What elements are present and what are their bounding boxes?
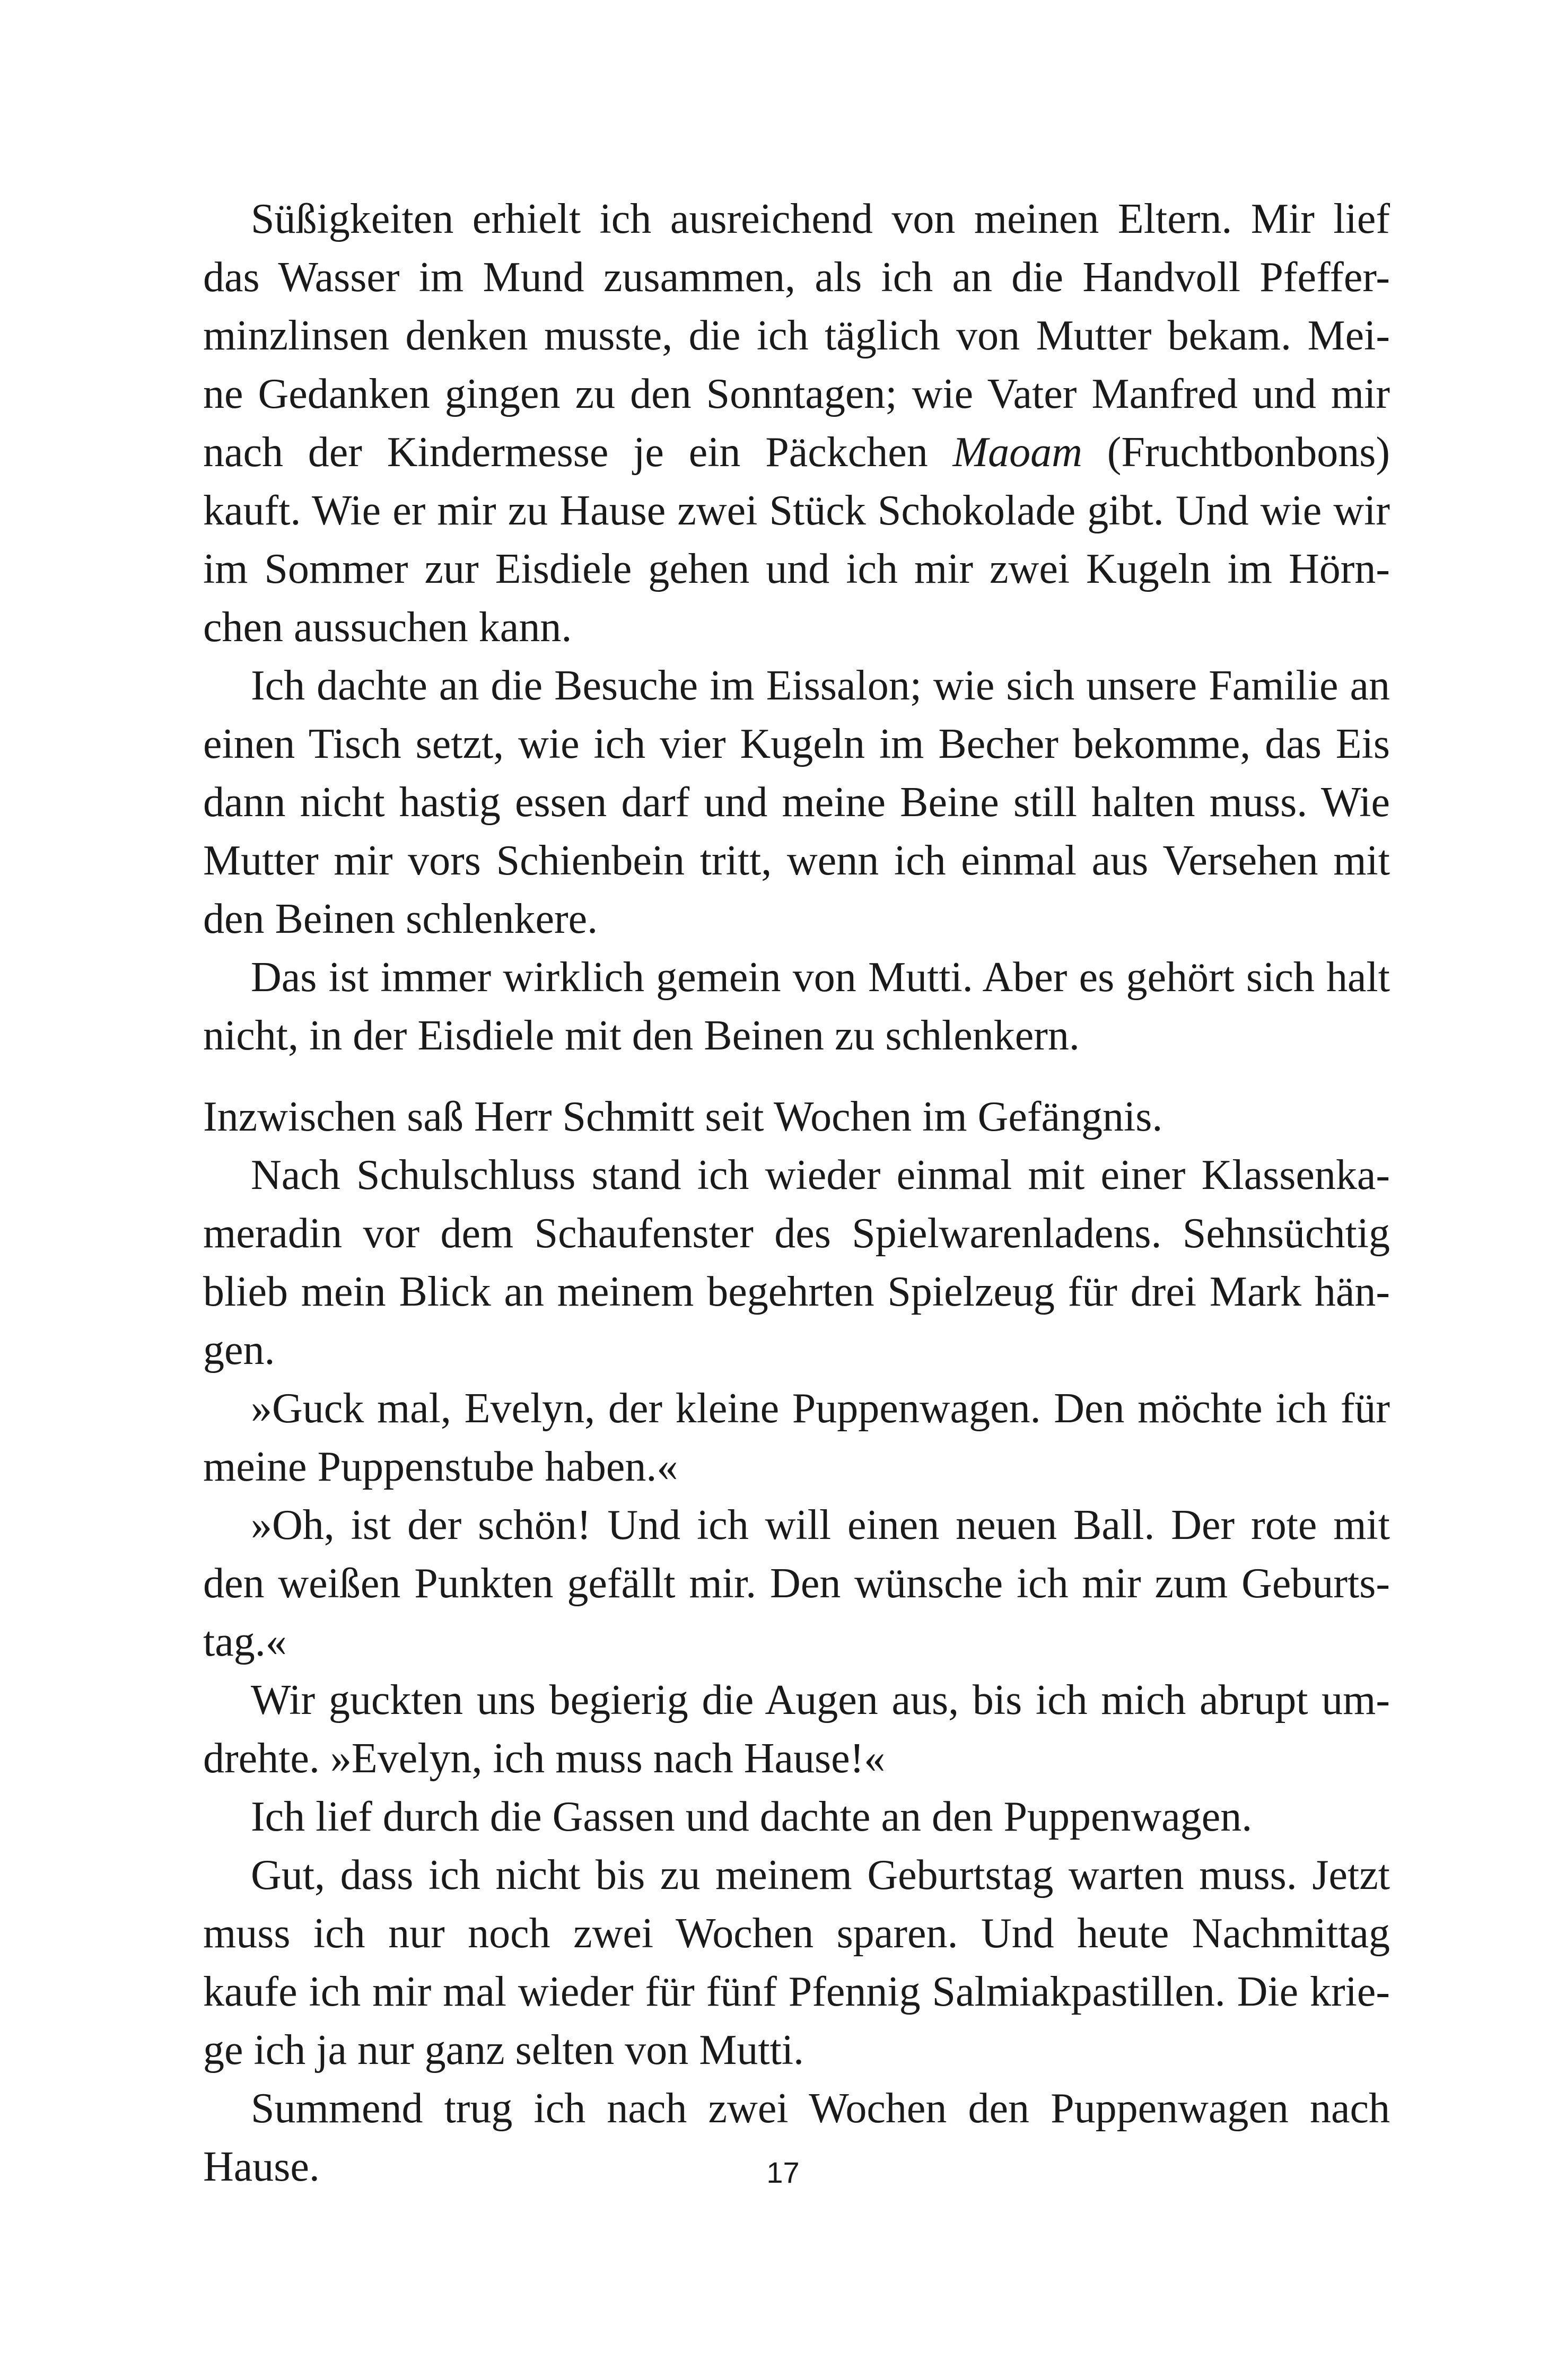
text-line: muss ich nur noch zwei Wochen sparen. Und heute Nachmittag: [203, 1910, 1390, 1957]
text-line: minzlinsen denken musste, die ich täglich von Mutter bekam. Mei-: [203, 312, 1390, 359]
text-segment: nach der Kindermesse je ein Päckchen: [203, 429, 953, 476]
text-line: dann nicht hastig essen darf und meine Beine still halten muss. Wie: [203, 779, 1390, 826]
text-line: gen.: [203, 1327, 275, 1373]
text-line: das Wasser im Mund zusammen, als ich an die Handvoll Pfeffer-: [203, 254, 1390, 301]
text-line: meradin vor dem Schaufenster des Spielwarenladens. Sehnsüchtig: [203, 1210, 1390, 1257]
text-line: Mutter mir vors Schienbein tritt, wenn ich einmal aus Versehen mit: [203, 837, 1390, 884]
text-line: Ich dachte an die Besuche im Eissalon; wie sich unsere Familie an: [251, 662, 1390, 709]
text-line: den Beinen schlenkere.: [203, 896, 598, 942]
text-line: kaufe ich mir mal wieder für fünf Pfennig Salmiakpastillen. Die krie-: [203, 1968, 1390, 2015]
text-line: Ich lief durch die Gassen und dachte an den Puppenwagen.: [251, 1793, 1253, 1840]
text-section-1: [203, 190, 1390, 1065]
text-line: chen aussuchen kann.: [203, 604, 572, 651]
text-line: Nach Schulschluss stand ich wieder einmal mit einer Klassenka-: [251, 1152, 1390, 1198]
text-segment: (Fruchtbonbons): [1082, 429, 1390, 476]
text-line: »Oh, ist der schön! Und ich will einen neuen Ball. Der rote mit: [251, 1502, 1390, 1548]
text-line: kauft. Wie er mir zu Hause zwei Stück Schokolade gibt. Und wie wir: [203, 487, 1390, 534]
text-section-2: [203, 1088, 1390, 2196]
text-line: ne Gedanken gingen zu den Sonntagen; wie Vater Manfred und mir: [203, 371, 1390, 417]
text-line: drehte. »Evelyn, ich muss nach Hause!«: [203, 1735, 886, 1782]
page-number: 17: [766, 2156, 800, 2189]
text-line: Süßigkeiten erhielt ich ausreichend von meinen Eltern. Mir lief: [251, 196, 1390, 242]
text-line: Das ist immer wirklich gemein von Mutti. Aber es gehört sich halt: [251, 954, 1390, 1001]
text-line: Inzwischen saß Herr Schmitt seit Wochen im Gefängnis.: [203, 1093, 1163, 1140]
text-line: tag.«: [203, 1618, 287, 1665]
text-line: [203, 423, 1390, 482]
text-line: Summend trug ich nach zwei Wochen den Puppenwagen nach: [251, 2085, 1390, 2132]
text-line: einen Tisch setzt, wie ich vier Kugeln im Becher bekomme, das Eis: [203, 721, 1390, 767]
text-line: »Guck mal, Evelyn, der kleine Puppenwagen. Den möchte ich für: [251, 1385, 1390, 1432]
text-line: meine Puppenstube haben.«: [203, 1443, 678, 1490]
text-line: Wir guckten uns begierig die Augen aus, bis ich mich abrupt um-: [251, 1677, 1390, 1723]
text-line: ge ich ja nur ganz selten von Mutti.: [203, 2027, 804, 2073]
text-line: im Sommer zur Eisdiele gehen und ich mir zwei Kugeln im Hörn-: [203, 546, 1390, 592]
text-line: nicht, in der Eisdiele mit den Beinen zu schlenkern.: [203, 1012, 1080, 1059]
text-line: blieb mein Blick an meinem begehrten Spielzeug für drei Mark hän-: [203, 1268, 1390, 1315]
italic-brand-name: Maoam: [952, 429, 1082, 476]
text-line: den weißen Punkten gefällt mir. Den wünsche ich mir zum Geburts-: [203, 1560, 1390, 1607]
text-line: Hause.: [203, 2143, 320, 2190]
text-line: Gut, dass ich nicht bis zu meinem Geburtstag warten muss. Jetzt: [251, 1852, 1390, 1898]
